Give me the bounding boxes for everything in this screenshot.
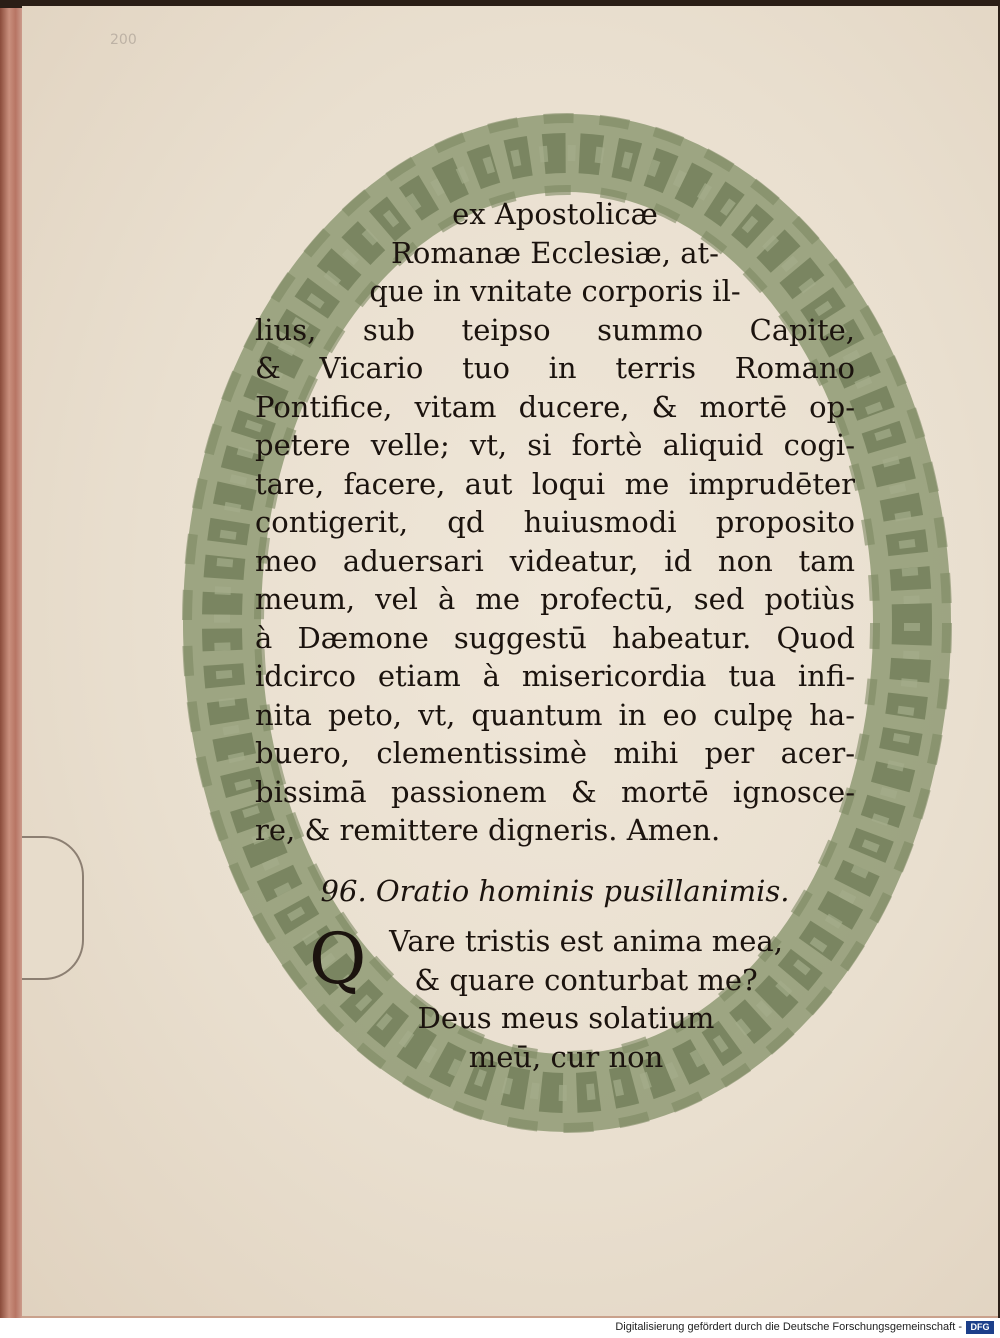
text-line: Vare tristis est anima mea, [389, 924, 783, 958]
footer-credit: Digitalisierung gefördert durch die Deutsche Forschungsgemeinschaft - [615, 1321, 962, 1333]
text-line: idcirco etiam à misericordia tua infi- [255, 659, 855, 693]
main-text [255, 195, 855, 1076]
text-line: tare, facere, aut loqui me imprudēter [255, 466, 855, 501]
text-line: Deus meus solatium [417, 1001, 715, 1035]
text-line: meo aduersari videatur, id non tam [255, 543, 855, 578]
text-line: nita peto, vt, quantum in eo culpę ha- [255, 697, 855, 732]
text-line: contigerit, qd huiusmodi proposito [255, 505, 855, 539]
text-line: meum, vel à me profectū, sed potiùs [255, 582, 855, 616]
text-line: re, & remittere digneris. Amen. [255, 813, 721, 847]
text-line: buero, clementissimè mihi per acer- [255, 736, 855, 770]
text-line: bissimā passionem & mortē ignosce- [255, 774, 855, 809]
prayer-heading: 96. Oratio hominis pusillanimis. [320, 873, 790, 908]
text-line: lius, sub teipso summo Capite, [255, 312, 855, 347]
prayer-text [255, 918, 855, 1076]
text-line: Romanæ Ecclesiæ, at- [391, 235, 719, 270]
text-line: ex Apostolicæ [452, 197, 658, 231]
text-line: & quare conturbat me? [414, 962, 758, 997]
text-line: à Dæmone suggestū habeatur. Quod [255, 620, 855, 655]
text-line: Pontifice, vitam ducere, & mortē op- [255, 389, 855, 424]
text-line: meū, cur non [468, 1039, 664, 1074]
text-line: que in vnitate corporis il- [369, 274, 741, 308]
pencil-page-number: 200 [110, 32, 137, 48]
text-line: & Vicario tuo in terris Romano [255, 351, 855, 385]
digitization-footer [0, 1318, 1000, 1338]
drop-cap-letter: Q [309, 918, 367, 1000]
page-tab-marker [22, 836, 84, 980]
dfg-logo-icon: DFG [966, 1321, 994, 1334]
text-line: petere velle; vt, si fortè aliquid cogi- [255, 428, 855, 462]
